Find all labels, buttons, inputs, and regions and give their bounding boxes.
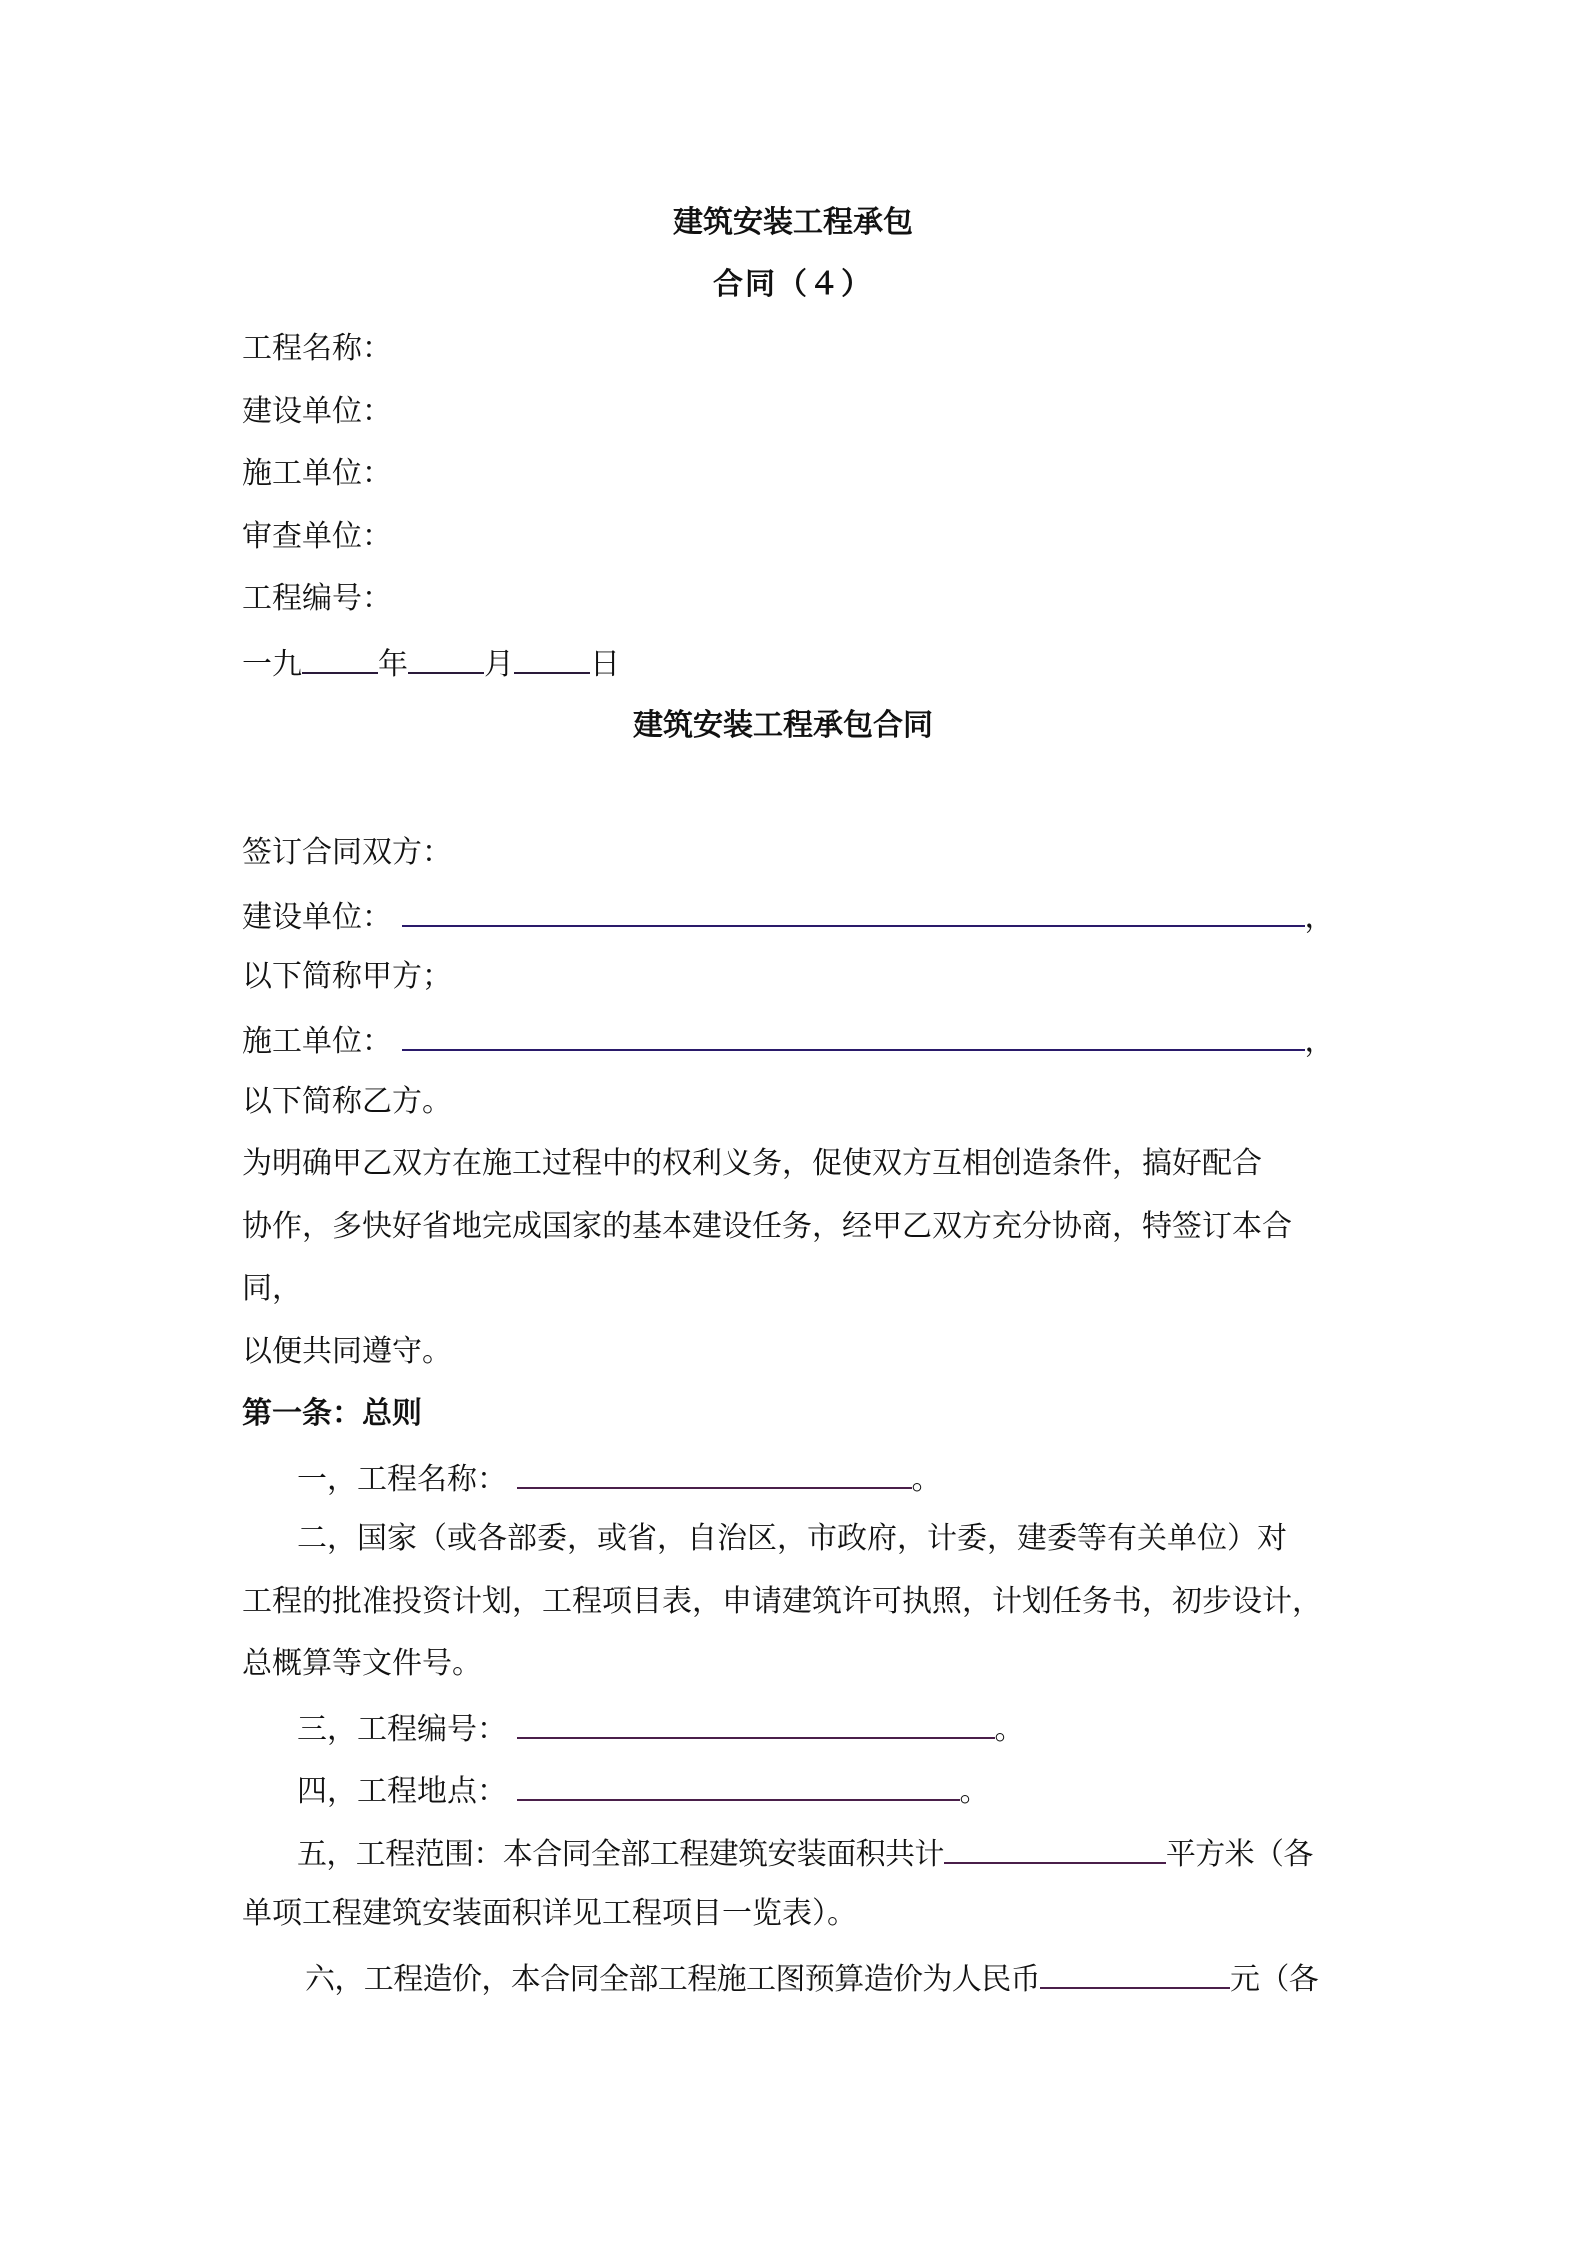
cover-title-line1: 建筑安装工程承包 (673, 205, 913, 240)
item1-label: 一，工程名称： (297, 1462, 507, 1497)
date-month-label: 月 (484, 647, 514, 682)
preamble-line-3: 同， (242, 1271, 302, 1306)
article1-item2-line1: 二，国家（或各部委，或省，自治区，市政府，计委，建委等有关单位）对 (297, 1521, 1287, 1556)
party-b-label: 施工单位： (242, 1024, 392, 1059)
item4-suffix: 。 (959, 1774, 990, 1809)
party-a-blank[interactable] (402, 895, 1305, 927)
date-year-label: 年 (378, 647, 408, 682)
article1-item1 (297, 1457, 942, 1500)
date-prefix: 一九 (242, 647, 302, 682)
item4-project-location-blank[interactable] (517, 1769, 960, 1801)
party-b-blank[interactable] (402, 1019, 1305, 1051)
item4-label: 四，工程地点： (297, 1774, 507, 1809)
article1-item5 (297, 1832, 1313, 1875)
contract-title: 建筑安装工程承包合同 (633, 708, 933, 743)
article1-item2-line3: 总概算等文件号。 (242, 1646, 482, 1681)
cover-field-review-unit: 审查单位： (242, 519, 392, 554)
year-blank[interactable] (302, 642, 378, 674)
item6-price-blank[interactable] (1040, 1957, 1230, 1989)
date-day-label: 日 (590, 647, 620, 682)
item5-suffix: 平方米（各 (1165, 1837, 1313, 1872)
item6-prefix: 六，工程造价，本合同全部工程施工图预算造价为人民币 (305, 1962, 1040, 1997)
party-b-alias: 以下简称乙方。 (242, 1084, 452, 1119)
day-blank[interactable] (514, 642, 590, 674)
month-blank[interactable] (408, 642, 484, 674)
article1-item6 (305, 1957, 1318, 2000)
cover-title-line2: 合同（４） (713, 267, 873, 302)
preamble-line-2: 协作，多快好省地完成国家的基本建设任务，经甲乙双方充分协商，特签订本合 (242, 1209, 1292, 1244)
cover-date-line (242, 642, 620, 685)
item6-suffix: 元（各 (1230, 1962, 1319, 1997)
article1-item5-line2: 单项工程建筑安装面积详见工程项目一览表）。 (242, 1896, 857, 1931)
article1-item3 (297, 1707, 1025, 1750)
cover-field-project-name: 工程名称： (242, 331, 392, 366)
cover-field-project-number: 工程编号： (242, 581, 392, 616)
article1-heading: 第一条：总则 (242, 1396, 422, 1431)
preamble-line-1: 为明确甲乙双方在施工过程中的权利义务，促使双方互相创造条件，搞好配合 (242, 1146, 1262, 1181)
article1-item4 (297, 1769, 990, 1812)
party-a-suffix: ， (1304, 900, 1335, 935)
party-a-label: 建设单位： (242, 900, 392, 935)
parties-heading: 签订合同双方： (242, 835, 452, 870)
item1-project-name-blank[interactable] (517, 1457, 912, 1489)
preamble-line-4: 以便共同遵守。 (242, 1334, 452, 1369)
cover-field-construction-unit: 建设单位： (242, 394, 392, 429)
party-b-line (242, 1019, 1335, 1062)
item5-prefix: 五，工程范围：本合同全部工程建筑安装面积共计 (297, 1837, 944, 1872)
party-b-suffix: ， (1304, 1024, 1335, 1059)
item3-label: 三，工程编号： (297, 1712, 507, 1747)
item1-suffix: 。 (911, 1462, 942, 1497)
item3-suffix: 。 (994, 1712, 1025, 1747)
item5-area-blank[interactable] (944, 1832, 1166, 1864)
item3-project-number-blank[interactable] (517, 1707, 995, 1739)
article1-item2-line2: 工程的批准投资计划，工程项目表，申请建筑许可执照，计划任务书，初步设计， (242, 1584, 1322, 1619)
party-a-line (242, 895, 1335, 938)
cover-field-builder-unit: 施工单位： (242, 456, 392, 491)
party-a-alias: 以下简称甲方； (242, 959, 452, 994)
